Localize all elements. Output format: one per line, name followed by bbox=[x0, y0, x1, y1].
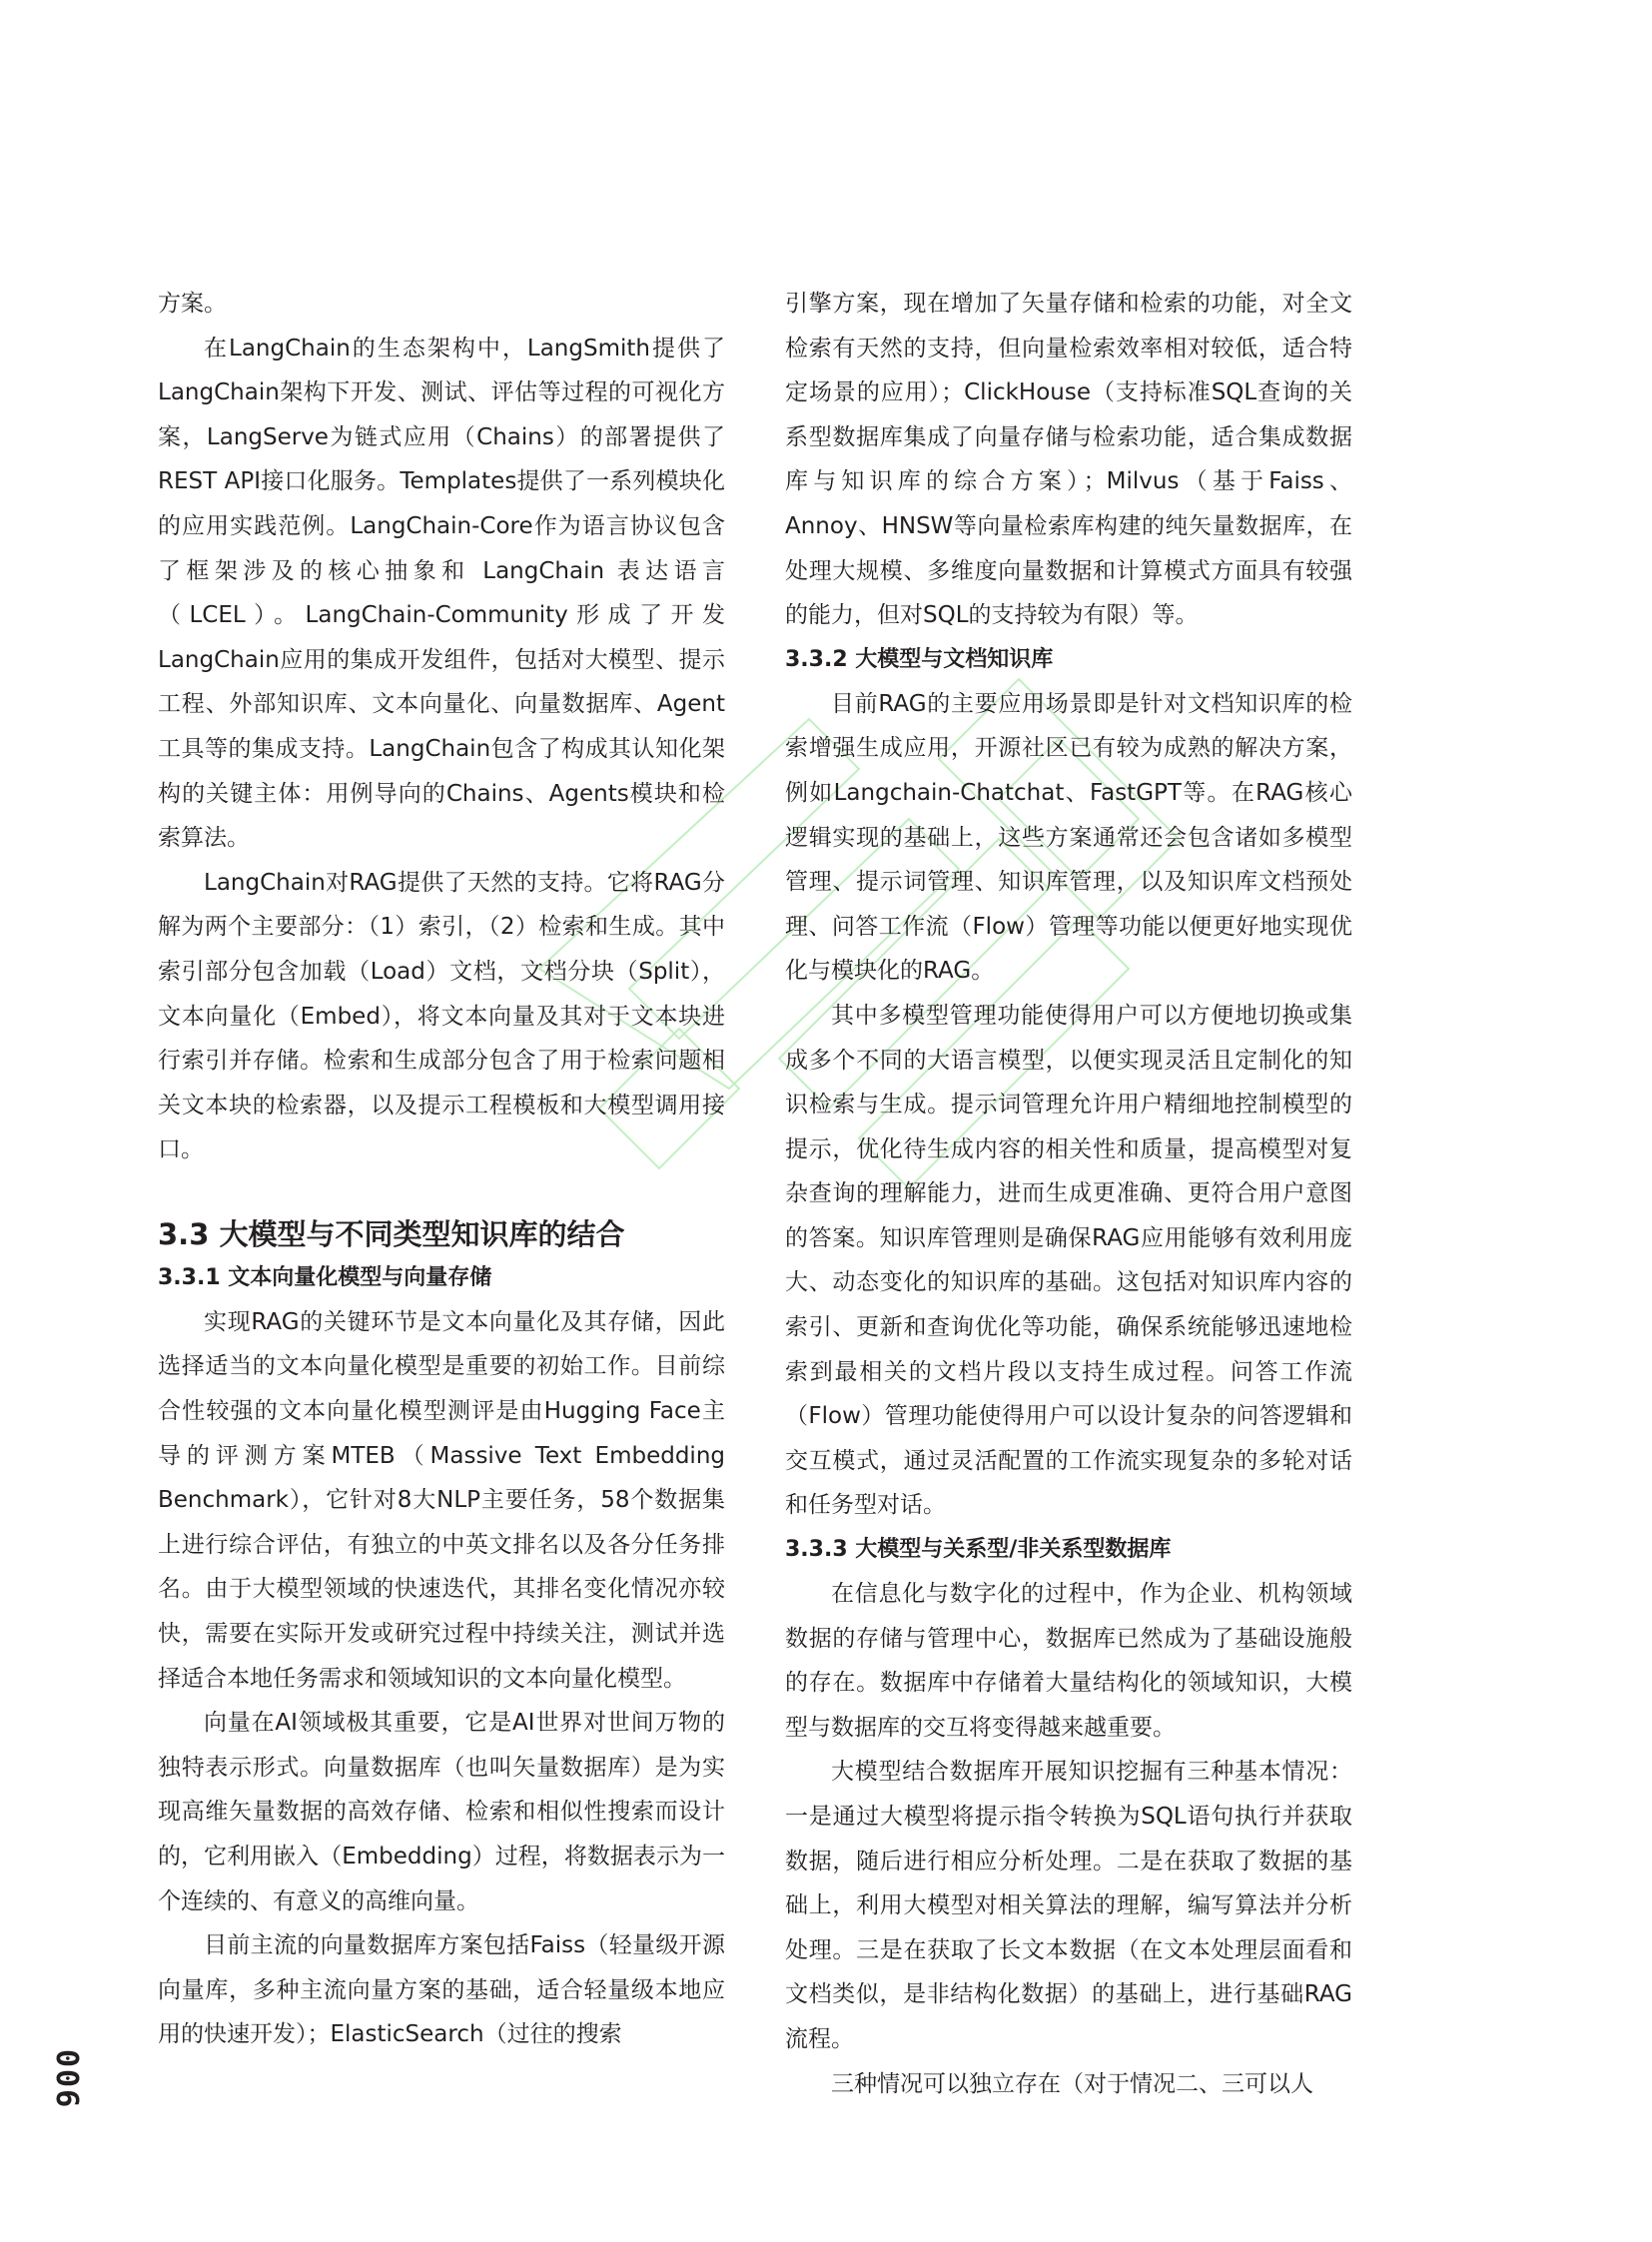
left-column bbox=[158, 282, 725, 2057]
subsection-heading: 3.3.3 大模型与关系型/非关系型数据库 bbox=[785, 1537, 1172, 1563]
subsection-heading: 3.3.2 大模型与文档知识库 bbox=[785, 646, 1054, 672]
paragraph: 引擎方案，现在增加了矢量存储和检索的功能，对全文检索有天然的支持，但向量检索效率相对较低，适合特定场景的应用）；ClickHouse（支持标准SQL查询的关系型数据库集成了向量存储与检索功能，适合集成数据库与知识库的综合方案）；Milvus（基于Faiss、Annoy、HNSW等向量检索库构建的纯矢量数据库，在处理大规模、多维度向量数据和计算模式方面具有较强的能力，但对SQL的支持较为有限）等。 bbox=[785, 291, 1352, 629]
section-heading: 3.3 大模型与不同类型知识库的结合 bbox=[158, 1216, 625, 1251]
paragraph: LangChain对RAG提供了天然的支持。它将RAG分解为两个主要部分：（1）索引，（2）检索和生成。其中索引部分包含加载（Load）文档，文档分块（Split），文本向量化（Embed），将文本向量及其对于文本块进行索引并存储。检索和生成部分包含了用于检索问题相关文本块的检索器，以及提示工程模板和大模型调用接口。 bbox=[158, 869, 725, 1163]
paragraph: 在信息化与数字化的过程中，作为企业、机构领域数据的存储与管理中心，数据库已然成为了基础设施般的存在。数据库中存储着大量结构化的领域知识，大模型与数据库的交互将变得越来越重要。 bbox=[785, 1581, 1352, 1741]
paragraph: 方案。 bbox=[158, 291, 227, 317]
page-number: 006 bbox=[49, 2049, 84, 2110]
paragraph: 实现RAG的关键环节是文本向量化及其存储，因此选择适当的文本向量化模型是重要的初始工作。目前综合性较强的文本向量化模型测评是由Hugging Face主导的评测方案MTEB（Massive Text Embedding Benchmark），它针对8大NLP主要任务，58个数据集上进行综合评估，有独立的中英文排名以及各分任务排名。由于大模型领域的快速迭代，其排名变化情况亦较快，需要在实际开发或研究过程中持续关注，测试并选择适合本地任务需求和领域知识的文本向量化模型。 bbox=[158, 1308, 725, 1692]
paragraph: 在LangChain的生态架构中，LangSmith提供了LangChain架构下开发、测试、评估等过程的可视化方案，LangServe为链式应用（Chains）的部署提供了REST API接口化服务。Templates提供了一系列模块化的应用实践范例。LangChain-Core作为语言协议包含了框架涉及的核心抽象和 LangChain 表达语言（LCEL）。LangChain-Community形成了开发LangChain应用的集成开发组件，包括对大模型、提示工程、外部知识库、文本向量化、向量数据库、Agent工具等的集成支持。LangChain包含了构成其认知化架构的关键主体：用例导向的Chains、Agents模块和检索算法。 bbox=[158, 335, 725, 852]
paragraph: 目前主流的向量数据库方案包括Faiss（轻量级开源向量库，多种主流向量方案的基础，适合轻量级本地应用的快速开发）；ElasticSearch（过往的搜索 bbox=[158, 1932, 725, 2048]
subsection-heading: 3.3.1 文本向量化模型与向量存储 bbox=[158, 1264, 492, 1290]
paragraph: 三种情况可以独立存在（对于情况二、三可以人 bbox=[831, 2070, 1313, 2097]
right-column bbox=[785, 282, 1352, 2106]
paragraph: 目前RAG的主要应用场景即是针对文档知识库的检索增强生成应用，开源社区已有较为成熟的解决方案，例如Langchain-Chatchat、FastGPT等。在RAG核心逻辑实现的基础上，这些方案通常还会包含诸如多模型管理、提示词管理、知识库管理，以及知识库文档预处理、问答工作流（Flow）管理等功能以便更好地实现优化与模块化的RAG。 bbox=[785, 690, 1352, 985]
paragraph: 大模型结合数据库开展知识挖掘有三种基本情况：一是通过大模型将提示指令转换为SQL语句执行并获取数据，随后进行相应分析处理。二是在获取了数据的基础上，利用大模型对相关算法的理解，编写算法并分析处理。三是在获取了长文本数据（在文本处理层面看和文档类似，是非结构化数据）的基础上，进行基础RAG流程。 bbox=[785, 1759, 1352, 2052]
paragraph: 其中多模型管理功能使得用户可以方便地切换或集成多个不同的大语言模型，以便实现灵活且定制化的知识检索与生成。提示词管理允许用户精细地控制模型的提示，优化待生成内容的相关性和质量，提高模型对复杂查询的理解能力，进而生成更准确、更符合用户意图的答案。知识库管理则是确保RAG应用能够有效利用庞大、动态变化的知识库的基础。这包括对知识库内容的索引、更新和查询优化等功能，确保系统能够迅速地检索到最相关的文档片段以支持生成过程。问答工作流（Flow）管理功能使得用户可以设计复杂的问答逻辑和交互模式，通过灵活配置的工作流实现复杂的多轮对话和任务型对话。 bbox=[785, 1002, 1352, 1519]
paragraph: 向量在AI领域极其重要，它是AI世界对世间万物的独特表示形式。向量数据库（也叫矢量数据库）是为实现高维矢量数据的高效存储、检索和相似性搜索而设计的，它利用嵌入（Embedding）过程，将数据表示为一个连续的、有意义的高维向量。 bbox=[158, 1710, 725, 1914]
